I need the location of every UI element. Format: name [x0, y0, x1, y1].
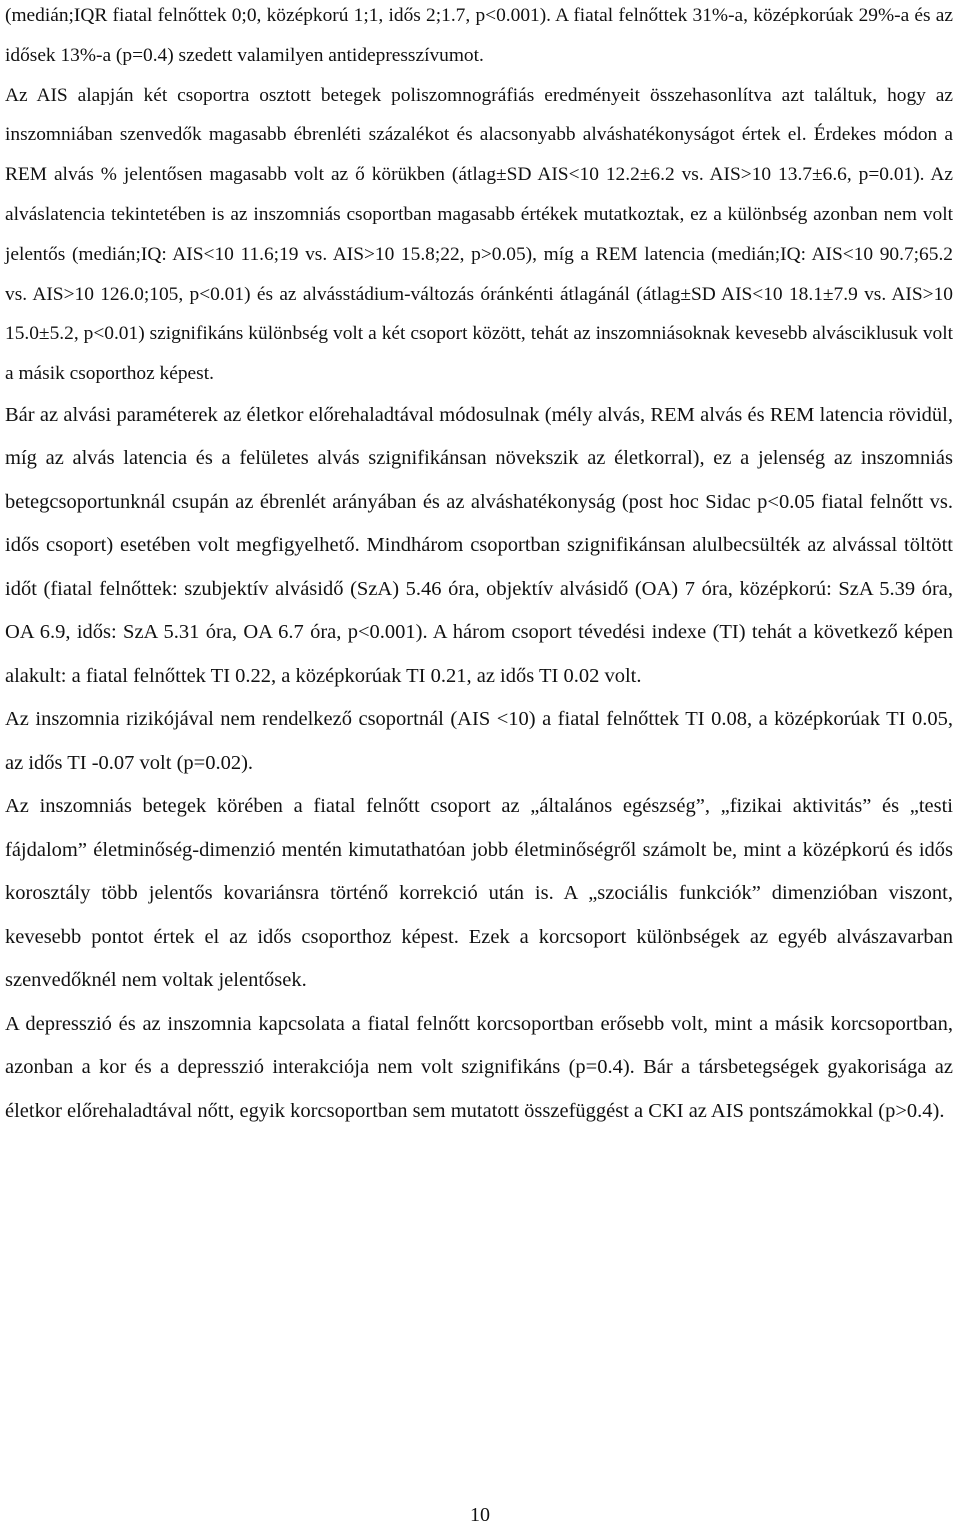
paragraph-quality-of-life: Az inszomniás betegek körében a fiatal felnőtt csoport az „általános egészség”, „fizikai aktivitás” és „testi fájdalom” életminőség-dimenzió mentén kimutathatóan jobb életminőségről számolt be, mint a középkorú és idős korosztály több jelentős kovariánsra történő korrekció után is. A „szociális funkciók” dimenzióban viszont, kevesebb pontot értek el az idős csoporthoz képest. Ezek a korcsoport különbségek az egyéb alvászavarban szenvedőknél nem voltak jelentősek.: [5, 795, 953, 992]
paragraph-non-insomnia-group: Az inszomnia rizikójával nem rendelkező csoportnál (AIS <10) a fiatal felnőttek TI 0.08, a középkorúak TI 0.05, az idős TI -0.07 volt (p=0.02).: [5, 708, 953, 774]
paragraph-antidepressant-use: (medián;IQR fiatal felnőttek 0;0, középkorú 1;1, idős 2;1.7, p<0.001). A fiatal felnőttek 31%-a, középkorúak 29%-a és az idősek 13%-a (p=0.4) szedett valamilyen antidepresszívumot.: [5, 5, 953, 66]
paragraph-age-sleep-parameters: Bár az alvási paraméterek az életkor előrehaladtával módosulnak (mély alvás, REM alvás és REM latencia rövidül, míg az alvás latencia és a felületes alvás szignifikánsan növekszik az életkorral), ez a jelenség az inszomniás betegcsoportunknál csupán az ébrenlét arányában és az alváshatékonyság (post hoc Sidac p<0.05 fiatal felnőtt vs. idős csoport) esetében volt megfigyelhető. Mindhárom csoportban szignifikánsan alulbecsülték az alvással töltött időt (fiatal felnőttek: szubjektív alvásidő (SzA) 5.46 óra, objektív alvásidő (OA) 7 óra, középkorú: SzA 5.39 óra, OA 6.9, idős: SzA 5.31 óra, OA 6.7 óra, p<0.001). A három csoport tévedési indexe (TI) tehát a következő képen alakult: a fiatal felnőttek TI 0.22, a középkorúak TI 0.21, az idős TI 0.02 volt.: [5, 403, 953, 687]
page-number: 10: [470, 1504, 490, 1526]
paragraph-psg-comparison: Az AIS alapján két csoportra osztott betegek poliszomnográfiás eredményeit összehasonlítva azt találtuk, hogy az inszomniában szenvedők magasabb ébrenléti százalékot és alacsonyabb alváshatékonyságot értek el. Érdekes módon a REM alvás % jelentősen magasabb volt az ő körükben (átlag±SD AIS<10 12.2±6.2 vs. AIS>10 13.7±6.6, p=0.01). Az alváslatencia tekintetében is az inszomniás csoportban magasabb értékek mutatkoztak, ez a különbség azonban nem volt jelentős (medián;IQ: AIS<10 11.6;19 vs. AIS>10 15.8;22, p>0.05), míg a REM latencia (medián;IQ: AIS<10 90.7;65.2 vs. AIS>10 126.0;105, p<0.01) és az alvásstádium-változás óránkénti átlagánál (átlag±SD AIS<10 18.1±7.9 vs. AIS>10 15.0±5.2, p<0.01) szignifikáns különbség volt a két csoport között, tehát az inszomniásoknak kevesebb alvásciklusuk volt a másik csoporthoz képest.: [5, 84, 953, 385]
paragraph-depression-insomnia: A depresszió és az inszomnia kapcsolata a fiatal felnőtt korcsoportban erősebb volt, mint a másik korcsoportban, azonban a kor és a depresszió interakciója nem volt szignifikáns (p=0.4). Bár a társbetegségek gyakorisága az életkor előrehaladtával nőtt, egyik korcsoportban sem mutatott összefüggést a CKI az AIS pontszámokkal (p>0.4).: [5, 1012, 953, 1122]
document-page: [5, 0, 953, 1133]
